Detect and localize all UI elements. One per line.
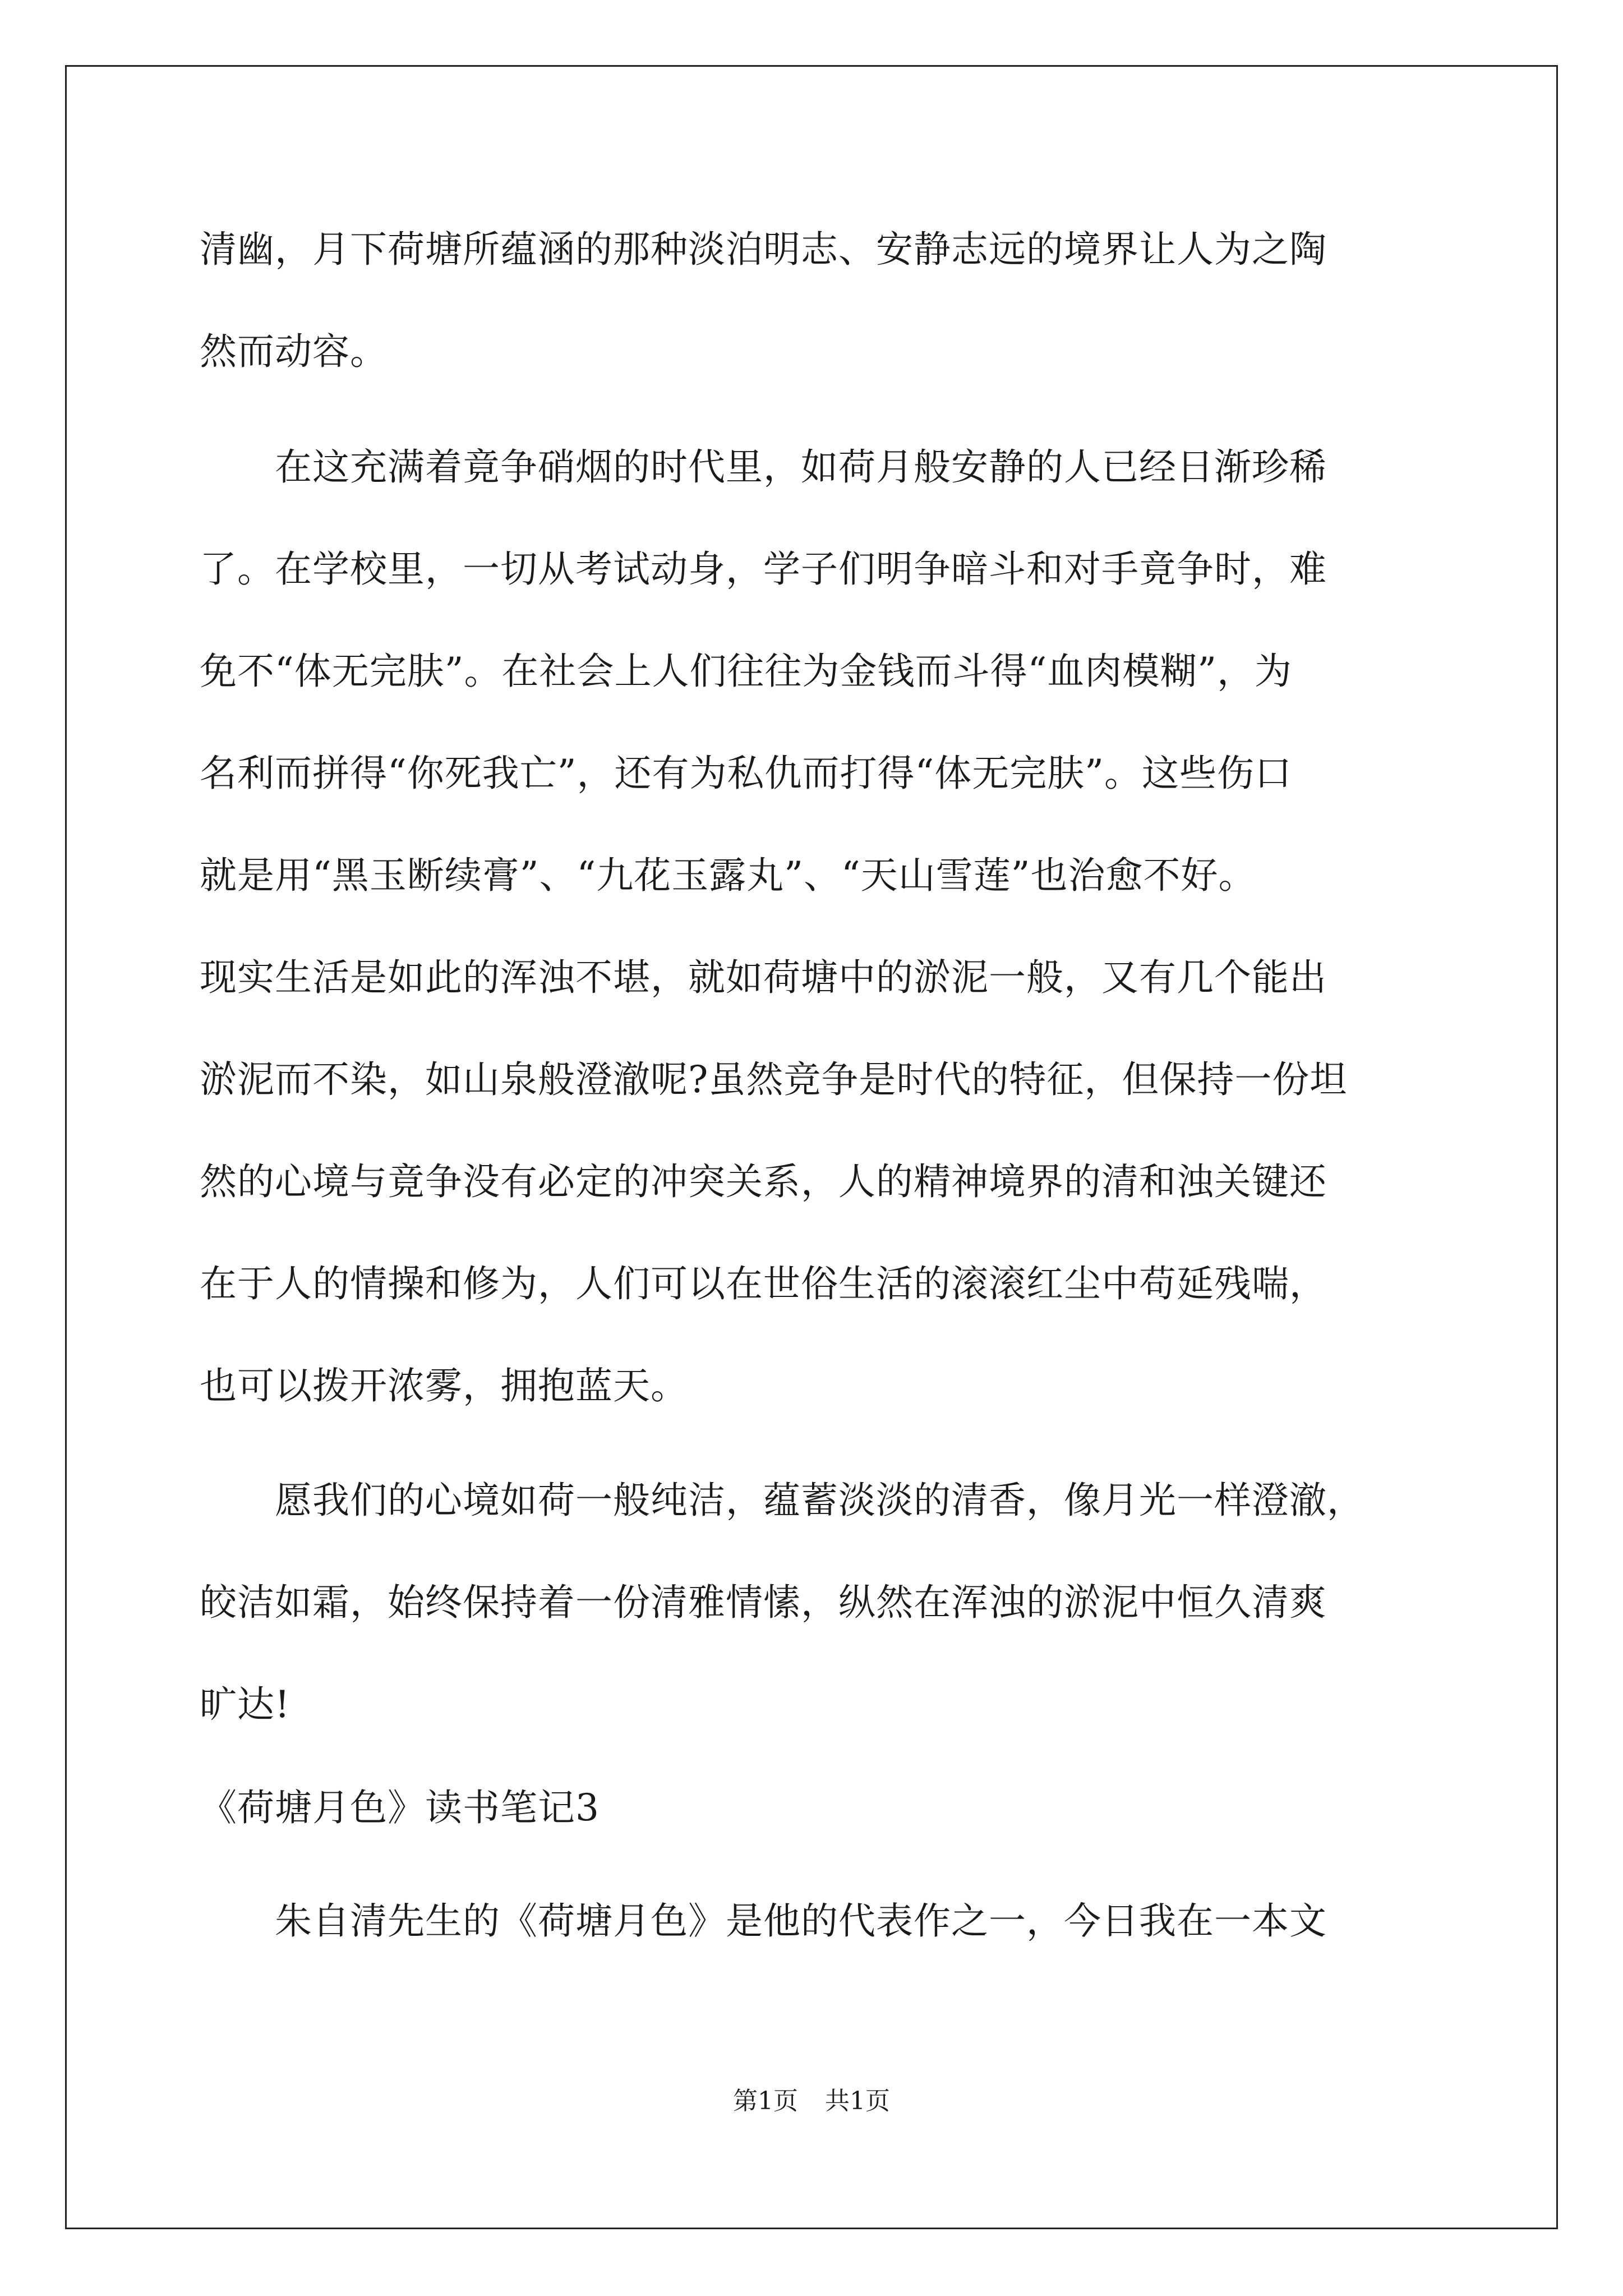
body-text-line: 朱自清先生的《荷塘月色》是他的代表作之一，今日我在一本文 [200, 1899, 1327, 1943]
page-total: 共1页 [825, 2087, 890, 2115]
body-text-line: 名利而拼得“你死我亡”，还有为私仇而打得“体无完肤”。这些伤口 [200, 752, 1292, 795]
body-text-line: 了。在学校里，一切从考试动身，学子们明争暗斗和对手竟争时，难 [200, 547, 1327, 591]
body-text-line: 旷达! [200, 1683, 291, 1726]
body-text-line: 在于人的情操和修为，人们可以在世俗生活的滚滚红尘中苟延残喘， [200, 1262, 1327, 1305]
body-text-line: 免不“体无完肤”。在社会上人们往往为金钱而斗得“血肉模糊”，为 [200, 650, 1292, 693]
body-text-line: 然的心境与竟争没有必定的冲突关系，人的精神境界的清和浊关键还 [200, 1160, 1327, 1203]
body-text-line: 皎洁如霜，始终保持着一份清雅情愫，纵然在浑浊的淤泥中恒久清爽 [200, 1581, 1327, 1624]
body-text-line: 也可以拨开浓雾，拥抱蓝天。 [200, 1364, 688, 1407]
body-text-line: 然而动容。 [200, 330, 388, 373]
body-text-line: 淤泥而不染，如山泉般澄澈呢?虽然竞争是时代的特征，但保持一份坦 [200, 1058, 1348, 1101]
page-number: 第1页 [733, 2087, 798, 2115]
body-text-line: 在这充满着竟争硝烟的时代里，如荷月般安静的人已经日渐珍稀 [200, 445, 1327, 489]
page-footer [0, 2085, 1623, 2118]
body-text-line: 清幽，月下荷塘所蕴涵的那种淡泊明志、安静志远的境界让人为之陶 [200, 228, 1327, 271]
body-text-line: 就是用“黑玉断续膏”、“九花玉露丸”、“天山雪莲”也治愈不好。 [200, 854, 1256, 897]
body-text-line: 愿我们的心境如荷一般纯洁，蕴蓄淡淡的清香，像月光一样澄澈， [200, 1479, 1364, 1522]
section-heading: 《荷塘月色》读书笔记3 [200, 1786, 600, 1829]
body-text-line: 现实生活是如此的浑浊不堪，就如荷塘中的淤泥一般，又有几个能出 [200, 956, 1327, 999]
